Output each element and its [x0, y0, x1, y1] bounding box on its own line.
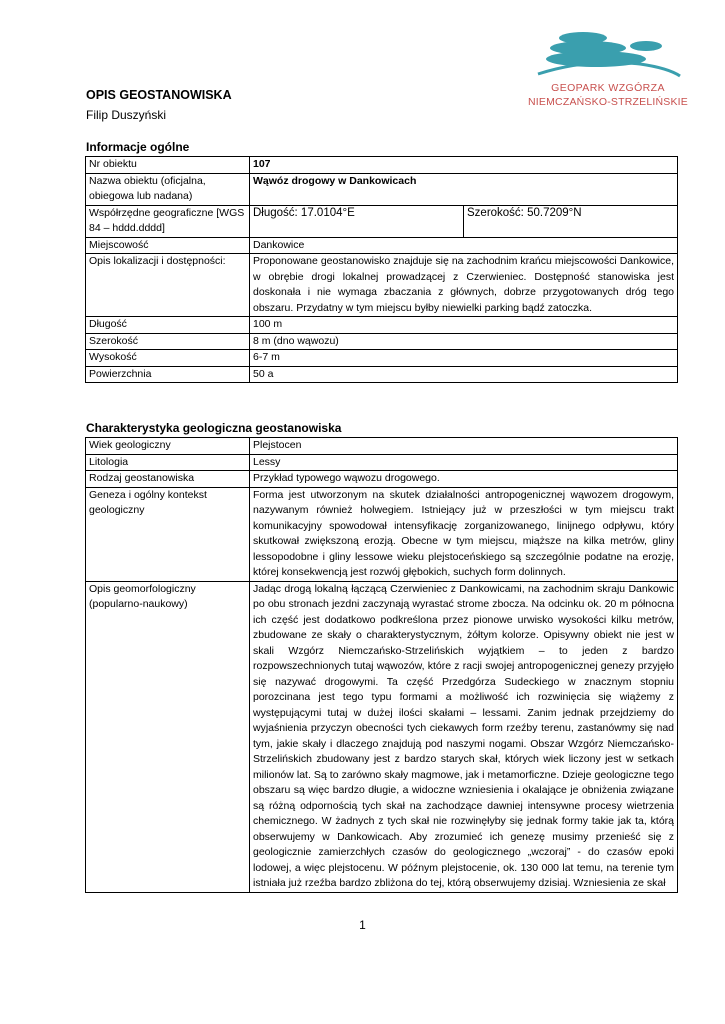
- label-site-type: Rodzaj geostanowiska: [86, 471, 250, 488]
- row-coords: [86, 205, 678, 237]
- row-age: [86, 438, 678, 455]
- row-height: [86, 350, 678, 367]
- label-geomorphology: Opis geomorfologiczny (popularno-naukowy): [86, 581, 250, 892]
- document-author: Filip Duszyński: [86, 108, 167, 122]
- value-area: 50 a: [250, 366, 678, 383]
- label-genesis: Geneza i ogólny kontekst geologiczny: [86, 487, 250, 581]
- value-age: Plejstocen: [250, 438, 678, 455]
- value-name: Wąwóz drogowy w Dankowicach: [250, 173, 678, 205]
- geopark-logo: [528, 28, 688, 114]
- value-site-type: Przykład typowego wąwozu drogowego.: [250, 471, 678, 488]
- label-access: Opis lokalizacji i dostępności:: [86, 254, 250, 317]
- value-width: 8 m (dno wąwozu): [250, 333, 678, 350]
- value-geomorphology: Jadąc drogą lokalną łączącą Czerwieniec z Dankowicami, na zachodnim skraju Dankowic po obu stronach jezdni zaczynają wyrastać strome zbocza. Na odcinku ok. 20 m północna ich część jest dodatkowo podkreślona przez pionowe urwisko wysokości kilku metrów, zbudowane ze skały o charakterystycznym, żółtym kolorze. Opisywny obiekt nie jest w skali Wzgórz Niemczańsko-Strzelińskich wyjątkiem – to jeden z bardzo rozpowszechnionych tutaj wąwozów, które z racji swojej antropogenicznej genezy przyjęło się nazywać drogowymi. Ta część Przedgórza Sudeckiego w znacznym stopniu porozcinana jest tego typu formami a możliwość ich rozwinięcia się wiążemy z występującymi tutaj w dużej ilości skałami – lessami. Zanim jednak przejdziemy do wyjaśnienia przyczyn obecności tych ciekawych form rzeźby terenu, zastanówmy się nad tym, jakie skały i dlaczego znajdują pod naszymi nogami. Obszar Wzgórz Niemczańsko-Strzelińskich zbudowany jest z bardzo starych skał, których wiek liczony jest w setkach milionów lat. Są to zarówno skały magmowe, jak i metamorficzne. Dzieje geologiczne tego obszaru są więc bardzo długie, a widoczne wzniesienia i okalające je obniżenia związane są różną odpornością tych skał na zachodzące dawniej intensywne procesy wietrzenia chemicznego. W żadnych z tych skał nie rozwinęłyby się jednak formy takie jak ta, którą obserwujemy w Dankowicach. Aby zrozumieć ich genezę musimy przenieść się z geologicznie zamierzchłych czasów do geologicznego „wczoraj” - do czasów epoki lodowej, a więc plejstocenu. W późnym plejstocenie, ok. 130 000 lat temu, na terenie tym istniała już rzeźba bardzo zbliżona do tej, którą obserwujemy dzisiaj. Wzniesienia ze skał: [250, 581, 678, 892]
- document-title: OPIS GEOSTANOWISKA: [86, 88, 232, 102]
- logo-text-line1: GEOPARK WZGÓRZA: [551, 82, 665, 94]
- label-lithology: Litologia: [86, 454, 250, 471]
- label-age: Wiek geologiczny: [86, 438, 250, 455]
- row-geomorphology: [86, 581, 678, 892]
- page-number: 1: [359, 918, 366, 932]
- row-genesis: [86, 487, 678, 581]
- label-width: Szerokość: [86, 333, 250, 350]
- value-access: Proponowane geostanowisko znajduje się na zachodnim krańcu miejscowości Dankowice, w obrębie drogi lokalnej prowadzącej z Czerwieniec. Dostępność stanowiska jest doskonała i nie wymaga zbaczania z głównych, dobrze przygotowanych dróg tego obszaru. Przydatny w tym miejscu byłby niewielki parking bądź zatoczka.: [250, 254, 678, 317]
- section-heading-general: Informacje ogólne: [86, 140, 190, 154]
- row-site-type: [86, 471, 678, 488]
- label-coords: Współrzędne geograficzne [WGS 84 – hddd.dddd]: [86, 205, 250, 237]
- row-width: [86, 333, 678, 350]
- general-info-table: [85, 156, 678, 383]
- row-lithology: [86, 454, 678, 471]
- row-length: [86, 317, 678, 334]
- value-nr: 107: [250, 157, 678, 174]
- section-heading-geology: Charakterystyka geologiczna geostanowiska: [86, 421, 342, 435]
- logo-text-line2: NIEMCZAŃSKO-STRZELIŃSKIE: [528, 96, 688, 108]
- row-name: [86, 173, 678, 205]
- value-length: 100 m: [250, 317, 678, 334]
- label-area: Powierzchnia: [86, 366, 250, 383]
- label-nr: Nr obiektu: [86, 157, 250, 174]
- label-name: Nazwa obiektu (oficjalna, obiegowa lub nadana): [86, 173, 250, 205]
- row-area: [86, 366, 678, 383]
- value-genesis: Forma jest utworzonym na skutek działalności antropogenicznej wąwozem drogowym, nazywanym również holwegiem. Istniejący już w przeszłości w tym miejscu trakt komunikacyjny spowodował intensyfikację zorganizowanego, linijnego odpływu, który skutkował zwiększoną erozją. Obecne w tym miejscu, miąższe na kilka metrów, gliny lessopodobne i gliny lessowe wieku plejstoceńskiego są szczególnie podatne na erozję, której konsekwencją jest rozwój głębokich, suchych form dolinnych.: [250, 487, 678, 581]
- value-town: Dankowice: [250, 237, 678, 254]
- value-lithology: Lessy: [250, 454, 678, 471]
- value-height: 6-7 m: [250, 350, 678, 367]
- row-town: [86, 237, 678, 254]
- row-nr: [86, 157, 678, 174]
- value-latitude: Szerokość: 50.7209°N: [464, 205, 678, 237]
- row-access: [86, 254, 678, 317]
- label-height: Wysokość: [86, 350, 250, 367]
- geology-table: [85, 437, 678, 893]
- label-town: Miejscowość: [86, 237, 250, 254]
- logo-layer-4: [630, 41, 662, 51]
- label-length: Długość: [86, 317, 250, 334]
- geopark-logo-icon: [528, 28, 688, 84]
- value-longitude: Długość: 17.0104°E: [250, 205, 464, 237]
